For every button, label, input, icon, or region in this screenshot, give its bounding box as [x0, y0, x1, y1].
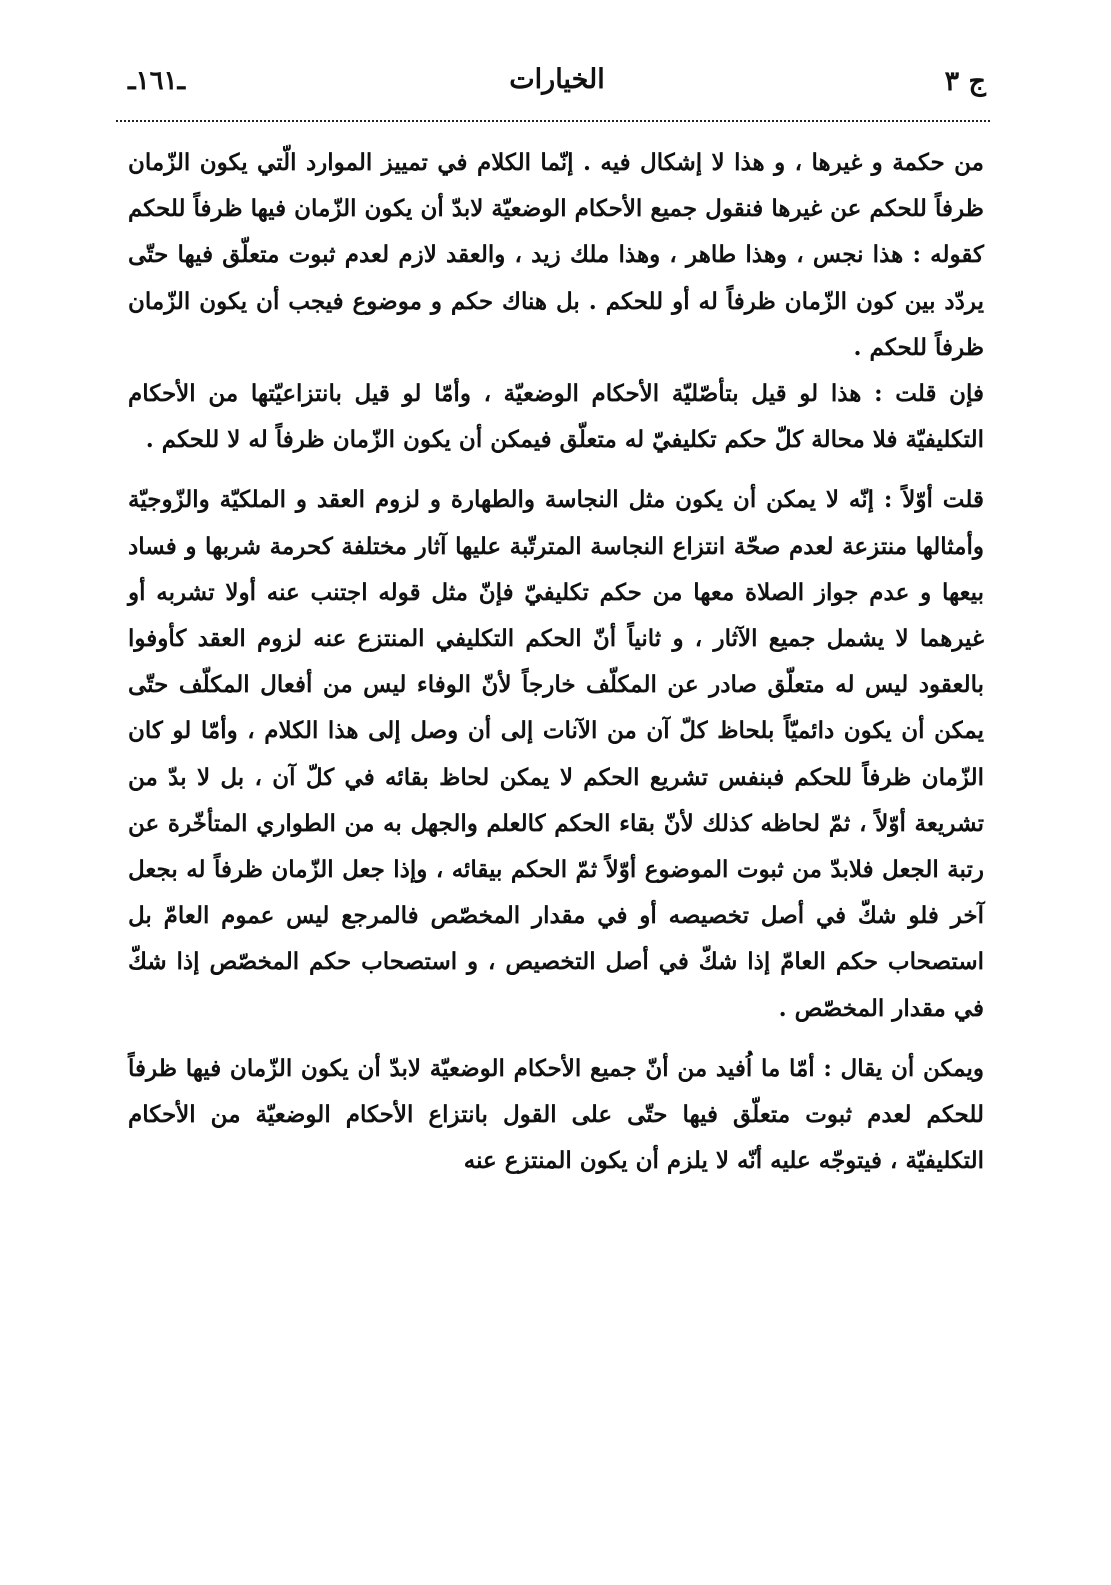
page-header [128, 62, 986, 106]
paragraph-2: فإن قلت : هذا لو قيل بتأصّليّة الأحكام الوضعيّة ، وأمّا لو قيل بانتزاعيّتها من الأحكام التكليفيّة فلا محالة كلّ حكم تكليفيّ له متعلّق فيمكن أن يكون الزّمان ظرفاً له لا للحكم . [128, 380, 984, 454]
running-title: الخيارات [509, 64, 605, 95]
volume-label: ج ٣ [944, 66, 986, 97]
page-number: ـ١٦١ـ [128, 66, 186, 96]
header-dotted-rule [116, 120, 990, 122]
page-body [128, 140, 984, 1184]
paragraph-4: ويمكن أن يقال : أمّا ما اُفيد من أنّ جميع الأحكام الوضعيّة لابدّ أن يكون الزّمان فيها ظرفاً للحكم لعدم ثبوت متعلّق فيها حتّى على القول بانتزاع الأحكام الوضعيّة من الأحكام التكليفيّة ، فيتوجّه عليه أنّه لا يلزم أن يكون المنتزع عنه [128, 1054, 984, 1175]
paragraph-1: من حكمة و غيرها ، و هذا لا إشكال فيه . إنّما الكلام في تمييز الموارد الّتي يكون الزّمان ظرفاً للحكم عن غيرها فنقول جميع الأحكام الوضعيّة لابدّ أن يكون الزّمان فيها ظرفاً للحكم كقوله : هذا نجس ، وهذا طاهر ، وهذا ملك زيد ، والعقد لازم لعدم ثبوت متعلّق فيها حتّى يردّد بين كون الزّمان ظرفاً له أو للحكم . بل هناك حكم و موضوع فيجب أن يكون الزّمان ظرفاً للحكم . [128, 149, 984, 361]
paragraph-3: قلت أوّلاً : إنّه لا يمكن أن يكون مثل النجاسة والطهارة و لزوم العقد و الملكيّة والزّوجيّة وأمثالها منتزعة لعدم صحّة انتزاع النجاسة المترتّبة عليها آثار مختلفة كحرمة شربها و فساد بيعها و عدم جواز الصلاة معها من حكم تكليفيّ فإنّ مثل قوله اجتنب عنه أولا تشربه أو غيرهما لا يشمل جميع الآثار ، و ثانياً أنّ الحكم التكليفي المنتزع عنه لزوم العقد كأوفوا بالعقود ليس له متعلّق صادر عن المكلّف خارجاً لأنّ الوفاء ليس من أفعال المكلّف حتّى يمكن أن يكون دائميّاً بلحاظ كلّ آن من الآنات إلى أن وصل إلى هذا الكلام ، وأمّا لو كان الزّمان ظرفاً للحكم فبنفس تشريع الحكم لا يمكن لحاظ بقائه في كلّ آن ، بل لا بدّ من تشريعة أوّلاً ، ثمّ لحاظه كذلك لأنّ بقاء الحكم كالعلم والجهل به من الطواري المتأخّرة عن رتبة الجعل فلابدّ من ثبوت الموضوع أوّلاً ثمّ الحكم بيقائه ، وإذا جعل الزّمان ظرفاً له بجعل آخر فلو شكّ في أصل تخصيصه أو في مقدار المخصّص فالمرجع ليس عموم العامّ بل استصحاب حكم العامّ إذا شكّ في أصل التخصيص ، و استصحاب حكم المخصّص إذا شكّ في مقدار المخصّص . [128, 486, 984, 1022]
